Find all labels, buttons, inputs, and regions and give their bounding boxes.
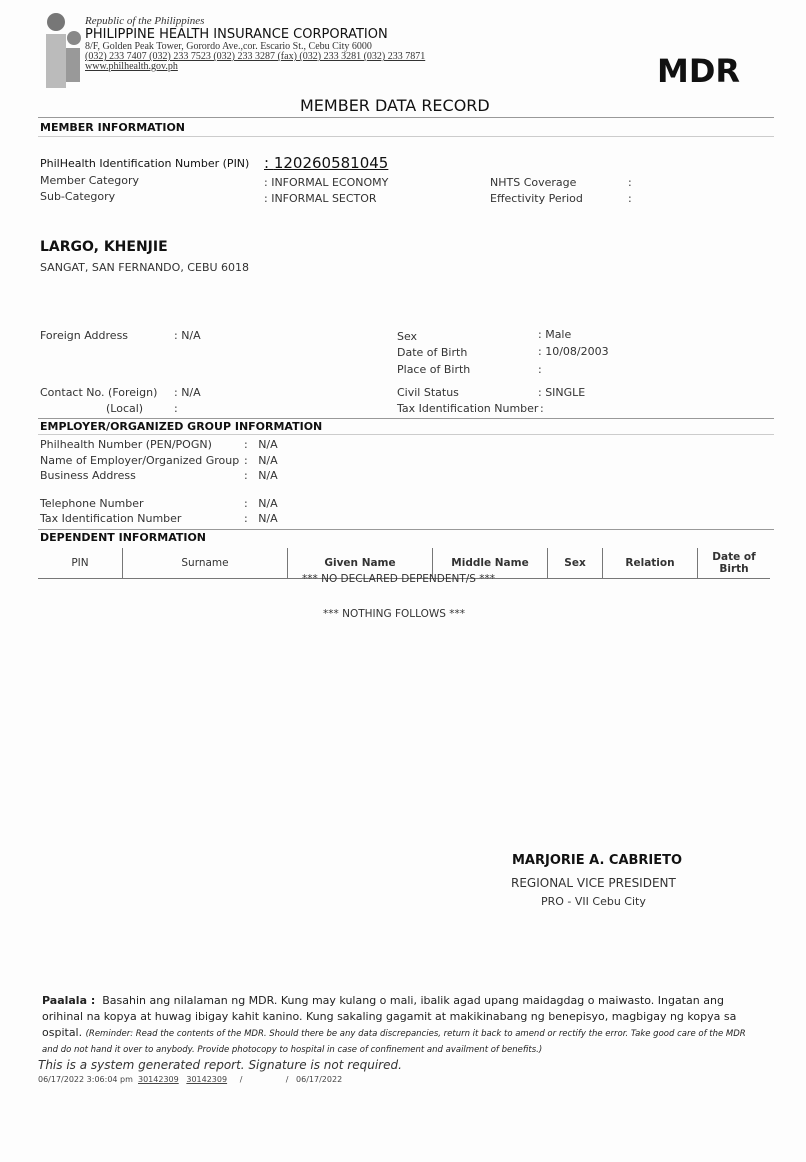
pin-value: : 120260581045 [264, 154, 389, 172]
nhts-colon: : [628, 176, 632, 189]
reminder-text: (Reminder: Read the contents of the MDR. Should there be any data discrepancies, return it back to amend or rectify the error. Take good care of the MDR and do not hand it over to anybody. Provide photocopy to hospital in case of confinement and availment of benefits.) [42, 1029, 746, 1055]
sex: Male [545, 328, 572, 341]
telephone-label: Telephone Number [40, 497, 144, 510]
corp-website: www.philhealth.gov.ph [85, 61, 178, 72]
col-sex: Sex [548, 548, 603, 579]
member-name: LARGO, KHENJIE [40, 239, 168, 255]
no-dependents: *** NO DECLARED DEPENDENT/S *** [302, 573, 496, 585]
foreign-address-label: Foreign Address [40, 329, 129, 342]
effectivity-colon: : [628, 192, 632, 205]
tin-colon: : [540, 402, 544, 415]
section-dependents: DEPENDENT INFORMATION [40, 531, 207, 544]
signatory-office: PRO - VII Cebu City [541, 895, 646, 908]
civil: SINGLE [545, 386, 586, 399]
category-label: Member Category [40, 174, 139, 187]
col-pin: PIN [38, 548, 123, 579]
nothing-follows: *** NOTHING FOLLOWS *** [323, 608, 465, 620]
effectivity-label: Effectivity Period [490, 192, 583, 205]
sex-value: : Male [538, 328, 572, 341]
contact-local-label: (Local) [106, 402, 144, 415]
print-stamp: 06/17/2022 3:06:04 pm 30142309 30142309 / / 06/17/2022 [38, 1075, 343, 1084]
pob-label: Place of Birth [397, 363, 471, 376]
user-id-1: 30142309 [138, 1075, 179, 1084]
corp-phones: (032) 233 7407 (032) 233 7523 (032) 233 3287 (fax) (032) 233 3281 (032) 233 7871 [85, 51, 426, 62]
employer-tin-label: Tax Identification Number [40, 512, 182, 525]
republic-text: Republic of the Philippines [85, 15, 205, 27]
col-given-name: Given Name [288, 548, 433, 579]
document-title: MEMBER DATA RECORD [300, 96, 490, 115]
sex-label: Sex [397, 330, 418, 343]
contact-foreign-label: Contact No. (Foreign) [40, 386, 158, 399]
business-address-value: : N/A [244, 469, 278, 482]
value: N/A [258, 438, 278, 451]
col-relation: Relation [603, 548, 698, 579]
dob-value: : 10/08/2003 [538, 345, 609, 358]
paalala-text: Basahin ang nilalaman ng MDR. Kung may kulang o mali, ibalik agad upang maidagdag o maiwasto. Ingatan ang orihinal na kopya at huwag ibigay kahit kanino. Kung sakaling gagamit at makikinabang ng benepisyo, magbigay ng kopya sa ospital. [42, 994, 737, 1039]
tin-label: Tax Identification Number [397, 402, 539, 415]
value: N/A [258, 497, 278, 510]
paalala-note [42, 993, 762, 1057]
col-surname: Surname [123, 548, 288, 579]
corp-name: PHILIPPINE HEALTH INSURANCE CORPORATION [85, 27, 388, 42]
col-dob: Date of Birth [698, 548, 771, 579]
corp-address: 8/F, Golden Peak Tower, Gorordo Ave.,cor. Escario St., Cebu City 6000 [85, 41, 372, 52]
paalala-label: Paalala : [42, 994, 96, 1007]
section-employer: EMPLOYER/ORGANIZED GROUP INFORMATION [40, 420, 323, 433]
subcategory: INFORMAL SECTOR [271, 192, 377, 205]
value: N/A [258, 454, 278, 467]
contact-foreign: N/A [181, 386, 201, 399]
employer-name-label: Name of Employer/Organized Group [40, 454, 240, 467]
subcategory-label: Sub-Category [40, 190, 116, 203]
signatory-name: MARJORIE A. CABRIETO [512, 853, 683, 868]
print-date: 06/17/2022 [296, 1075, 343, 1084]
civil-label: Civil Status [397, 386, 459, 399]
nhts-label: NHTS Coverage [490, 176, 577, 189]
business-address-label: Business Address [40, 469, 136, 482]
contact-local-colon: : [174, 402, 178, 415]
timestamp: 06/17/2022 3:06:04 pm [38, 1075, 133, 1084]
value: N/A [258, 512, 278, 525]
pob-colon: : [538, 363, 542, 376]
pin-label: PhilHealth Identification Number (PIN) [40, 157, 250, 170]
civil-value: : SINGLE [538, 386, 586, 399]
col-middle-name: Middle Name [433, 548, 548, 579]
system-generated-note: This is a system generated report. Signature is not required. [38, 1058, 402, 1072]
employer-pen-label: Philhealth Number (PEN/POGN) [40, 438, 212, 451]
dob-label: Date of Birth [397, 346, 468, 359]
employer-pen-value: : N/A [244, 438, 278, 451]
foreign-address-value: : N/A [174, 329, 201, 342]
user-id-2: 30142309 [186, 1075, 228, 1084]
dob: 10/08/2003 [545, 345, 609, 358]
signatory-title: REGIONAL VICE PRESIDENT [511, 876, 676, 890]
category: INFORMAL ECONOMY [271, 176, 389, 189]
employer-tin-value: : N/A [244, 512, 278, 525]
mdr-code: MDR [657, 52, 741, 90]
employer-name-value: : N/A [244, 454, 278, 467]
subcategory-value: : INFORMAL SECTOR [264, 192, 377, 205]
section-member-information: MEMBER INFORMATION [40, 121, 185, 134]
contact-foreign-value: : N/A [174, 386, 201, 399]
pin-number: 120260581045 [273, 154, 389, 172]
category-value: : INFORMAL ECONOMY [264, 176, 389, 189]
foreign-address: N/A [181, 329, 201, 342]
telephone-value: : N/A [244, 497, 278, 510]
philhealth-logo [42, 12, 84, 90]
value: N/A [258, 469, 278, 482]
member-address: SANGAT, SAN FERNANDO, CEBU 6018 [40, 261, 250, 274]
